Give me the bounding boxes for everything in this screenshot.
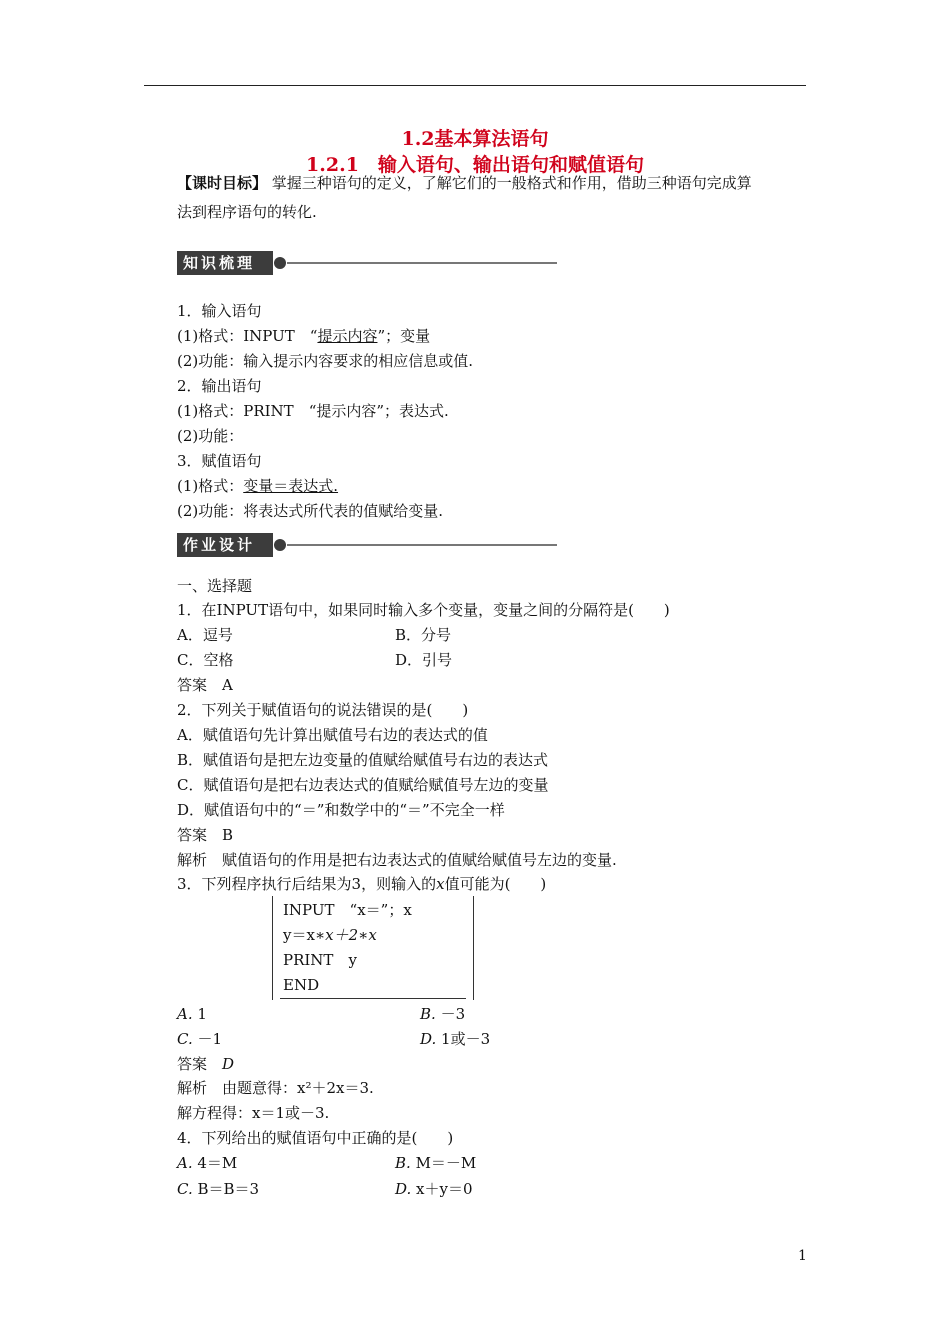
question-text: 值可能为( ) [444,875,547,893]
option: D．引号 [395,651,453,669]
option-letter: C. [177,1180,193,1198]
variable-x: x [436,875,445,893]
option-letter: C. [177,1030,193,1048]
homework-header-label: 作业设计 [177,533,273,557]
section-title: 1.2基本算法语句 [401,128,549,150]
option-value: 4＝M [197,1154,238,1172]
explanation: 解析 由题意得：x²＋2x＝3. [177,1079,374,1097]
knowledge-line: 3．赋值语句 [177,452,262,470]
option: D．赋值语句中的“＝”和数学中的“＝”不完全一样 [177,801,505,819]
knowledge-line: (2)功能：将表达式所代表的值赋给变量. [177,502,444,520]
option: B．赋值语句是把左边变量的值赋给赋值号右边的表达式 [177,751,549,769]
bullet-icon [274,257,286,269]
program-box [272,896,474,1000]
option-letter: D. [395,1180,412,1198]
section-heading: 一、选择题 [177,577,253,595]
question-stem: 2．下列关于赋值语句的说法错误的是( ) [177,701,469,719]
option-letter: D. [420,1030,437,1048]
option [177,1029,222,1049]
code-line [283,925,377,945]
section-rule [287,544,557,546]
option: B．分号 [395,626,452,644]
option-value: x＋y＝0 [416,1180,473,1198]
option-letter: A. [177,1154,193,1172]
knowledge-line: (2)功能： [177,427,244,445]
option [420,1029,490,1049]
option: A．逗号 [177,626,233,644]
subsection-title: 1.2.1 输入语句、输出语句和赋值语句 [306,154,644,176]
code-text: ∗x＋2∗x [314,926,377,944]
knowledge-line: (1)格式：PRINT “提示内容”；表达式. [177,402,449,420]
code-line: END [283,976,320,994]
objective-text-1: 掌握三种语句的定义，了解它们的一般格式和作用，借助三种语句完成算 [271,174,752,192]
option [395,1153,476,1173]
explanation: 解析 赋值语句的作用是把右边表达式的值赋给赋值号左边的变量. [177,851,617,869]
knowledge-line: 1．输入语句 [177,302,262,320]
code-line: INPUT “x＝”；x [283,901,412,919]
knowledge-line: 2．输出语句 [177,377,262,395]
underlined-text: 变量＝表达式. [243,477,339,495]
page-number: 1 [798,1248,807,1264]
option-value: 1 [197,1005,207,1023]
answer-value: D [222,1055,235,1073]
option-value: M＝－M [415,1154,477,1172]
answer-label: 答案 [177,1055,223,1073]
option [177,1153,237,1173]
question-stem: 1．在INPUT语句中，如果同时输入多个变量，变量之间的分隔符是( ) [177,601,670,619]
option-letter: B. [420,1005,436,1023]
option-value: 1或－3 [441,1030,491,1048]
question-stem: 4．下列给出的赋值语句中正确的是( ) [177,1129,454,1147]
code-line: PRINT y [283,951,357,969]
option [395,1179,473,1199]
objective-label: 【课时目标】 [177,174,268,192]
answer [177,1054,234,1074]
option-letter: A. [177,1005,193,1023]
option: C．空格 [177,651,234,669]
option-value: －1 [197,1030,223,1048]
knowledge-text: ”；变量 [377,327,431,345]
knowledge-text: (1)格式：INPUT “ [177,327,318,345]
option-value: －3 [440,1005,466,1023]
question-text: 3．下列程序执行后结果为3，则输入的 [177,875,437,893]
objective-line-1 [177,173,752,193]
knowledge-text: (1)格式： [177,477,244,495]
option: C．赋值语句是把右边表达式的值赋给赋值号左边的变量 [177,776,549,794]
program-box-bottom-rule [280,998,466,999]
knowledge-header-label: 知识梳理 [177,251,273,275]
option [420,1004,465,1024]
answer: 答案 A [177,676,233,694]
header-rule [144,85,806,86]
knowledge-line [177,476,338,496]
knowledge-line [177,326,430,346]
answer: 答案 B [177,826,234,844]
option-letter: B. [395,1154,411,1172]
underlined-text: 提示内容 [317,327,378,345]
option: A．赋值语句先计算出赋值号右边的表达式的值 [177,726,488,744]
knowledge-line: (2)功能：输入提示内容要求的相应信息或值. [177,352,474,370]
code-text: y＝x [283,926,315,944]
option [177,1004,207,1024]
question-stem [177,874,546,894]
option-value: B＝B＝3 [197,1180,260,1198]
objective-text-2: 法到程序语句的转化. [177,203,317,221]
bullet-icon [274,539,286,551]
explanation: 解方程得：x＝1或－3. [177,1104,330,1122]
option [177,1179,259,1199]
section-rule [287,262,557,264]
